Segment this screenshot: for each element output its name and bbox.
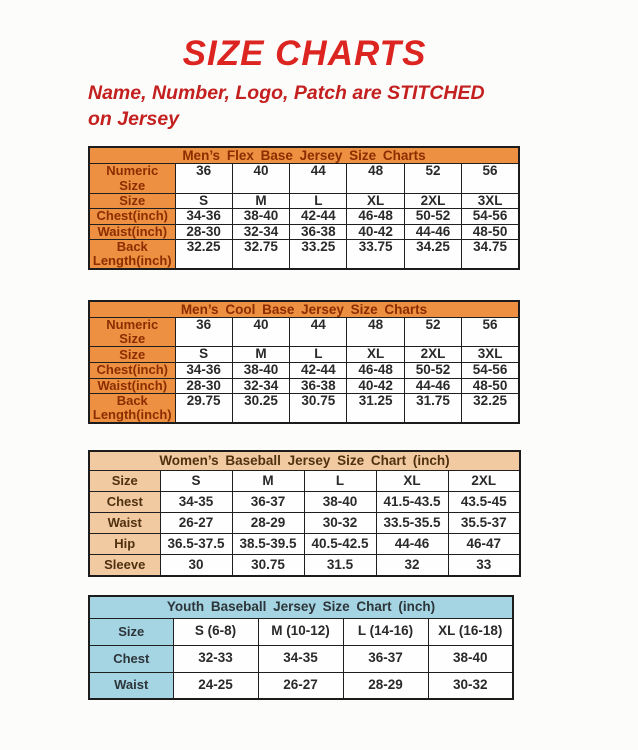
- size-cell: 50-52: [404, 362, 461, 378]
- size-cell: 34-35: [160, 492, 232, 513]
- size-cell: 30-32: [428, 672, 513, 699]
- size-cell: 38-40: [232, 209, 289, 225]
- content-column: [88, 34, 521, 700]
- size-cell: S (6-8): [173, 618, 258, 645]
- row-label: Numeric Size: [89, 164, 175, 193]
- size-cell: M: [232, 347, 289, 363]
- size-cell: 40: [232, 318, 289, 347]
- size-cell: 26-27: [258, 672, 343, 699]
- row-label: Waist: [89, 672, 173, 699]
- size-cell: XL (16-18): [428, 618, 513, 645]
- size-cell: 38-40: [428, 645, 513, 672]
- row-label: Chest: [89, 645, 173, 672]
- row-label: Numeric Size: [89, 318, 175, 347]
- size-cell: 28-30: [175, 378, 232, 394]
- table-row: [89, 672, 513, 699]
- size-cell: 36-38: [290, 378, 347, 394]
- size-cell: 33.5-35.5: [376, 513, 448, 534]
- size-cell: 56: [462, 164, 519, 193]
- table-row: [89, 645, 513, 672]
- table-row: [89, 209, 519, 225]
- size-cell: 24-25: [173, 672, 258, 699]
- size-cell: 46-48: [347, 362, 404, 378]
- size-cell: 29.75: [175, 394, 232, 424]
- size-cell: 52: [404, 318, 461, 347]
- size-cell: XL: [347, 193, 404, 209]
- size-cell: L: [290, 193, 347, 209]
- size-cell: 36-37: [343, 645, 428, 672]
- page-title: SIZE CHARTS: [182, 34, 427, 73]
- row-label: Chest(inch): [89, 209, 175, 225]
- youth-baseball-size-table: [88, 595, 514, 701]
- mens-cool-base-size-table: [88, 300, 520, 424]
- size-cell: 34-36: [175, 209, 232, 225]
- size-cell: 56: [462, 318, 519, 347]
- size-cell: 3XL: [462, 347, 519, 363]
- size-cell: XL: [376, 471, 448, 492]
- table-header-row: [89, 596, 513, 619]
- size-cell: L: [290, 347, 347, 363]
- size-cell: 31.25: [347, 394, 404, 424]
- mens-flex-base-size-table: [88, 146, 520, 270]
- size-cell: 32.25: [175, 240, 232, 270]
- size-cell: 46-48: [347, 209, 404, 225]
- table-row: [89, 394, 519, 424]
- size-cell: 40-42: [347, 378, 404, 394]
- size-cell: 44-46: [404, 224, 461, 240]
- size-cell: 30: [160, 555, 232, 576]
- size-cell: 44-46: [376, 534, 448, 555]
- row-label: Waist(inch): [89, 224, 175, 240]
- row-label: Waist: [89, 513, 160, 534]
- size-cell: 48-50: [462, 224, 519, 240]
- table-header-row: [89, 301, 519, 318]
- table-row: [89, 378, 519, 394]
- table-header-row: [89, 451, 520, 471]
- size-cell: S: [160, 471, 232, 492]
- row-label: Size: [89, 618, 173, 645]
- size-cell: M: [232, 471, 304, 492]
- table-row: [89, 347, 519, 363]
- size-cell: 32: [376, 555, 448, 576]
- size-cell: 30-32: [304, 513, 376, 534]
- size-cell: 34-35: [258, 645, 343, 672]
- table-row: [89, 492, 520, 513]
- table-title: Men’s Flex Base Jersey Size Charts: [89, 147, 519, 164]
- size-cell: 34.25: [404, 240, 461, 270]
- table-title: Men’s Cool Base Jersey Size Charts: [89, 301, 519, 318]
- size-cell: 30.75: [232, 555, 304, 576]
- size-cell: 33: [448, 555, 520, 576]
- size-cell: 32.75: [232, 240, 289, 270]
- size-cell: 52: [404, 164, 461, 193]
- size-cell: 40.5-42.5: [304, 534, 376, 555]
- size-cell: 32-34: [232, 378, 289, 394]
- size-cell: 30.75: [290, 394, 347, 424]
- row-label: Size: [89, 471, 160, 492]
- size-cell: 42-44: [290, 209, 347, 225]
- size-cell: S: [175, 193, 232, 209]
- size-cell: 40-42: [347, 224, 404, 240]
- size-cell: 30.25: [232, 394, 289, 424]
- table-row: [89, 193, 519, 209]
- table-row: [89, 362, 519, 378]
- size-cell: 33.75: [347, 240, 404, 270]
- row-label: Back Length(inch): [89, 394, 175, 424]
- size-cell: 46-47: [448, 534, 520, 555]
- size-cell: M (10-12): [258, 618, 343, 645]
- size-cell: 34.75: [462, 240, 519, 270]
- table-row: [89, 164, 519, 193]
- table-row: [89, 534, 520, 555]
- size-cell: 38-40: [232, 362, 289, 378]
- size-cell: 32.25: [462, 394, 519, 424]
- size-cell: 48: [347, 164, 404, 193]
- size-cell: 54-56: [462, 209, 519, 225]
- size-cell: 28-29: [232, 513, 304, 534]
- size-cell: 36: [175, 164, 232, 193]
- size-cell: 33.25: [290, 240, 347, 270]
- size-cell: 44: [290, 164, 347, 193]
- table-row: [89, 555, 520, 576]
- table-row: [89, 471, 520, 492]
- row-label: Back Length(inch): [89, 240, 175, 270]
- table-row: [89, 513, 520, 534]
- size-cell: 2XL: [404, 193, 461, 209]
- size-cell: 2XL: [404, 347, 461, 363]
- table-row: [89, 318, 519, 347]
- table-row: [89, 618, 513, 645]
- size-cell: 36: [175, 318, 232, 347]
- size-cell: 36-38: [290, 224, 347, 240]
- size-cell: 50-52: [404, 209, 461, 225]
- row-label: Size: [89, 193, 175, 209]
- row-label: Chest(inch): [89, 362, 175, 378]
- table-header-row: [89, 147, 519, 164]
- size-cell: 44: [290, 318, 347, 347]
- size-cell: 43.5-45: [448, 492, 520, 513]
- size-cell: 3XL: [462, 193, 519, 209]
- size-cell: 38-40: [304, 492, 376, 513]
- row-label: Size: [89, 347, 175, 363]
- size-cell: 44-46: [404, 378, 461, 394]
- size-cell: 35.5-37: [448, 513, 520, 534]
- size-cell: 40: [232, 164, 289, 193]
- size-cell: L: [304, 471, 376, 492]
- size-cell: 42-44: [290, 362, 347, 378]
- row-label: Sleeve: [89, 555, 160, 576]
- size-cell: M: [232, 193, 289, 209]
- size-cell: 31.5: [304, 555, 376, 576]
- size-cell: 48: [347, 318, 404, 347]
- size-cell: 38.5-39.5: [232, 534, 304, 555]
- table-title: Women’s Baseball Jersey Size Chart (inch): [89, 451, 520, 471]
- size-cell: 48-50: [462, 378, 519, 394]
- size-cell: 36.5-37.5: [160, 534, 232, 555]
- page-subtitle: Name, Number, Logo, Patch are STITCHED on Jersey: [88, 82, 485, 130]
- size-cell: 36-37: [232, 492, 304, 513]
- table-row: [89, 224, 519, 240]
- size-cell: L (14-16): [343, 618, 428, 645]
- size-cell: 31.75: [404, 394, 461, 424]
- size-cell: 28-30: [175, 224, 232, 240]
- row-label: Waist(inch): [89, 378, 175, 394]
- row-label: Chest: [89, 492, 160, 513]
- size-cell: 28-29: [343, 672, 428, 699]
- size-cell: 41.5-43.5: [376, 492, 448, 513]
- size-cell: XL: [347, 347, 404, 363]
- size-cell: 54-56: [462, 362, 519, 378]
- womens-baseball-size-table: [88, 450, 521, 577]
- size-cell: 32-34: [232, 224, 289, 240]
- size-cell: 32-33: [173, 645, 258, 672]
- table-row: [89, 240, 519, 270]
- size-cell: 26-27: [160, 513, 232, 534]
- table-title: Youth Baseball Jersey Size Chart (inch): [89, 596, 513, 619]
- size-cell: 34-36: [175, 362, 232, 378]
- size-cell: S: [175, 347, 232, 363]
- row-label: Hip: [89, 534, 160, 555]
- size-cell: 2XL: [448, 471, 520, 492]
